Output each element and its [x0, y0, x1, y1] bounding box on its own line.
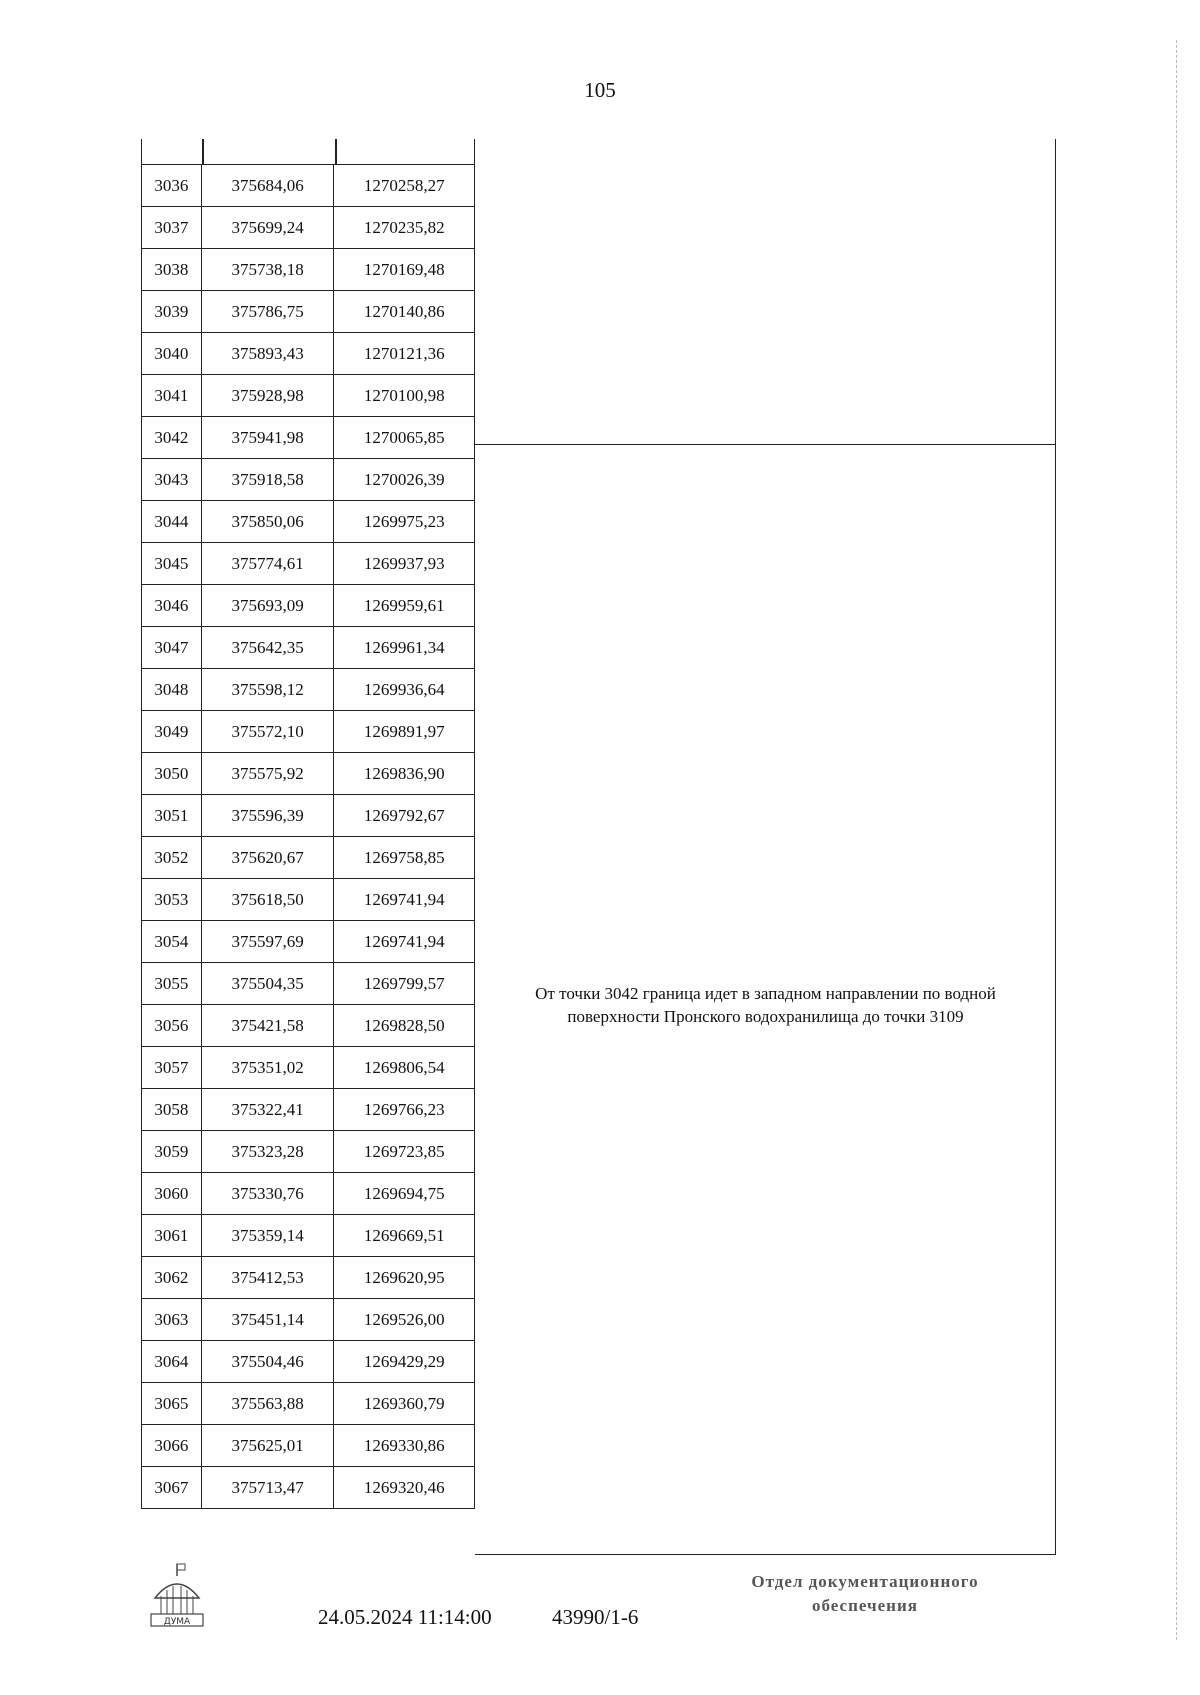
coordinate-y: 1269828,50 [334, 1005, 475, 1047]
print-datetime: 24.05.2024 11:14:00 [318, 1605, 492, 1629]
point-number: 3057 [142, 1047, 202, 1089]
stamp-line-2: обеспечения [812, 1596, 918, 1615]
coordinate-x: 375713,47 [201, 1467, 334, 1509]
table-row [142, 249, 475, 291]
coordinate-y: 1269975,23 [334, 501, 475, 543]
coordinate-x: 375774,61 [201, 543, 334, 585]
coordinate-x: 375575,92 [201, 753, 334, 795]
table-row [142, 417, 475, 459]
coordinate-y: 1269961,34 [334, 627, 475, 669]
table-row [142, 1005, 475, 1047]
table-row [142, 837, 475, 879]
table-row [142, 1215, 475, 1257]
coordinate-x: 375322,41 [201, 1089, 334, 1131]
coordinate-x: 375359,14 [201, 1215, 334, 1257]
coordinates-table [141, 139, 1056, 1555]
coordinate-x: 375323,28 [201, 1131, 334, 1173]
table-row [142, 165, 475, 207]
document-number: 43990/1-6 [552, 1605, 639, 1629]
coordinate-x: 375928,98 [201, 375, 334, 417]
logo-text: ДУМА [163, 1617, 191, 1627]
coordinate-x: 375597,69 [201, 921, 334, 963]
table-row [142, 375, 475, 417]
coordinate-y: 1270169,48 [334, 249, 475, 291]
point-number: 3053 [142, 879, 202, 921]
coordinates-rows [141, 164, 475, 1509]
coordinate-x: 375625,01 [201, 1425, 334, 1467]
table-row [142, 501, 475, 543]
point-number: 3062 [142, 1257, 202, 1299]
table-row [142, 1047, 475, 1089]
coordinate-y: 1269959,61 [334, 585, 475, 627]
coordinate-x: 375850,06 [201, 501, 334, 543]
point-number: 3046 [142, 585, 202, 627]
coordinate-y: 1270258,27 [334, 165, 475, 207]
table-row [142, 207, 475, 249]
coordinate-y: 1269330,86 [334, 1425, 475, 1467]
coordinate-x: 375693,09 [201, 585, 334, 627]
page-number: 105 [584, 78, 616, 102]
table-row [142, 333, 475, 375]
point-number: 3067 [142, 1467, 202, 1509]
coordinate-x: 375918,58 [201, 459, 334, 501]
coordinate-x: 375699,24 [201, 207, 334, 249]
coordinate-x: 375738,18 [201, 249, 334, 291]
coordinate-y: 1270121,36 [334, 333, 475, 375]
table-row [142, 459, 475, 501]
coordinate-x: 375412,53 [201, 1257, 334, 1299]
point-number: 3044 [142, 501, 202, 543]
table-row [142, 1089, 475, 1131]
coordinate-x: 375330,76 [201, 1173, 334, 1215]
coordinate-y: 1269320,46 [334, 1467, 475, 1509]
table-header-stub [141, 139, 475, 164]
point-number: 3048 [142, 669, 202, 711]
description-cell-previous [475, 139, 1056, 445]
coordinate-x: 375421,58 [201, 1005, 334, 1047]
point-number: 3037 [142, 207, 202, 249]
coordinate-y: 1269936,64 [334, 669, 475, 711]
point-number: 3065 [142, 1383, 202, 1425]
boundary-description: От точки 3042 граница идет в западном направлении по водной поверхности Пронского водохранилища до точки 3109 [535, 984, 996, 1026]
coordinate-y: 1270100,98 [334, 375, 475, 417]
coordinate-y: 1270140,86 [334, 291, 475, 333]
table-row [142, 879, 475, 921]
coordinate-x: 375572,10 [201, 711, 334, 753]
point-number: 3038 [142, 249, 202, 291]
coordinate-y: 1269429,29 [334, 1341, 475, 1383]
coordinate-y: 1269526,00 [334, 1299, 475, 1341]
table-row [142, 1383, 475, 1425]
point-number: 3066 [142, 1425, 202, 1467]
coordinate-y: 1269741,94 [334, 921, 475, 963]
coordinate-x: 375786,75 [201, 291, 334, 333]
table-row [142, 1173, 475, 1215]
point-number: 3056 [142, 1005, 202, 1047]
coordinate-y: 1269694,75 [334, 1173, 475, 1215]
table-row [142, 1341, 475, 1383]
table-row [142, 921, 475, 963]
point-number: 3055 [142, 963, 202, 1005]
coordinate-y: 1270026,39 [334, 459, 475, 501]
table-row [142, 585, 475, 627]
coordinate-y: 1269836,90 [334, 753, 475, 795]
coordinate-x: 375504,35 [201, 963, 334, 1005]
point-number: 3041 [142, 375, 202, 417]
point-number: 3042 [142, 417, 202, 459]
coordinate-x: 375351,02 [201, 1047, 334, 1089]
table-row [142, 1425, 475, 1467]
coordinate-y: 1269669,51 [334, 1215, 475, 1257]
point-number: 3058 [142, 1089, 202, 1131]
stamp-line-1: Отдел документационного [751, 1572, 979, 1591]
coordinate-x: 375642,35 [201, 627, 334, 669]
table-row [142, 1257, 475, 1299]
coordinate-y: 1269792,67 [334, 795, 475, 837]
coordinate-y: 1269758,85 [334, 837, 475, 879]
coordinate-y: 1269723,85 [334, 1131, 475, 1173]
scan-margin-line [1176, 40, 1178, 1640]
table-row [142, 753, 475, 795]
point-number: 3054 [142, 921, 202, 963]
table-row [142, 627, 475, 669]
coordinate-y: 1269741,94 [334, 879, 475, 921]
table-row [142, 669, 475, 711]
point-number: 3045 [142, 543, 202, 585]
coordinate-y: 1269799,57 [334, 963, 475, 1005]
coordinate-x: 375893,43 [201, 333, 334, 375]
coordinate-y: 1270235,82 [334, 207, 475, 249]
point-number: 3050 [142, 753, 202, 795]
point-number: 3064 [142, 1341, 202, 1383]
coordinate-y: 1270065,85 [334, 417, 475, 459]
coordinate-y: 1269766,23 [334, 1089, 475, 1131]
coordinate-x: 375684,06 [201, 165, 334, 207]
table-row [142, 1299, 475, 1341]
table-row [142, 543, 475, 585]
point-number: 3060 [142, 1173, 202, 1215]
coordinate-y: 1269620,95 [334, 1257, 475, 1299]
department-stamp [720, 1570, 1010, 1618]
coordinate-x: 375941,98 [201, 417, 334, 459]
table-row [142, 1131, 475, 1173]
point-number: 3040 [142, 333, 202, 375]
table-row [142, 291, 475, 333]
coordinate-y: 1269891,97 [334, 711, 475, 753]
table-row [142, 1467, 475, 1509]
coordinate-y: 1269937,93 [334, 543, 475, 585]
description-cell [475, 445, 1056, 1555]
column-divider [202, 139, 204, 164]
table-row [142, 963, 475, 1005]
point-number: 3061 [142, 1215, 202, 1257]
coordinate-x: 375620,67 [201, 837, 334, 879]
coordinates-body [142, 165, 475, 1509]
table-row [142, 711, 475, 753]
coordinate-x: 375563,88 [201, 1383, 334, 1425]
point-number: 3049 [142, 711, 202, 753]
coordinate-y: 1269360,79 [334, 1383, 475, 1425]
point-number: 3036 [142, 165, 202, 207]
point-number: 3043 [142, 459, 202, 501]
coordinate-x: 375596,39 [201, 795, 334, 837]
point-number: 3059 [142, 1131, 202, 1173]
coordinate-y: 1269806,54 [334, 1047, 475, 1089]
column-divider [335, 139, 337, 164]
duma-logo-icon [141, 1562, 213, 1630]
table-row [142, 795, 475, 837]
point-number: 3039 [142, 291, 202, 333]
coordinate-x: 375504,46 [201, 1341, 334, 1383]
coordinate-x: 375598,12 [201, 669, 334, 711]
coordinate-x: 375618,50 [201, 879, 334, 921]
point-number: 3052 [142, 837, 202, 879]
point-number: 3063 [142, 1299, 202, 1341]
point-number: 3047 [142, 627, 202, 669]
coordinate-x: 375451,14 [201, 1299, 334, 1341]
point-number: 3051 [142, 795, 202, 837]
